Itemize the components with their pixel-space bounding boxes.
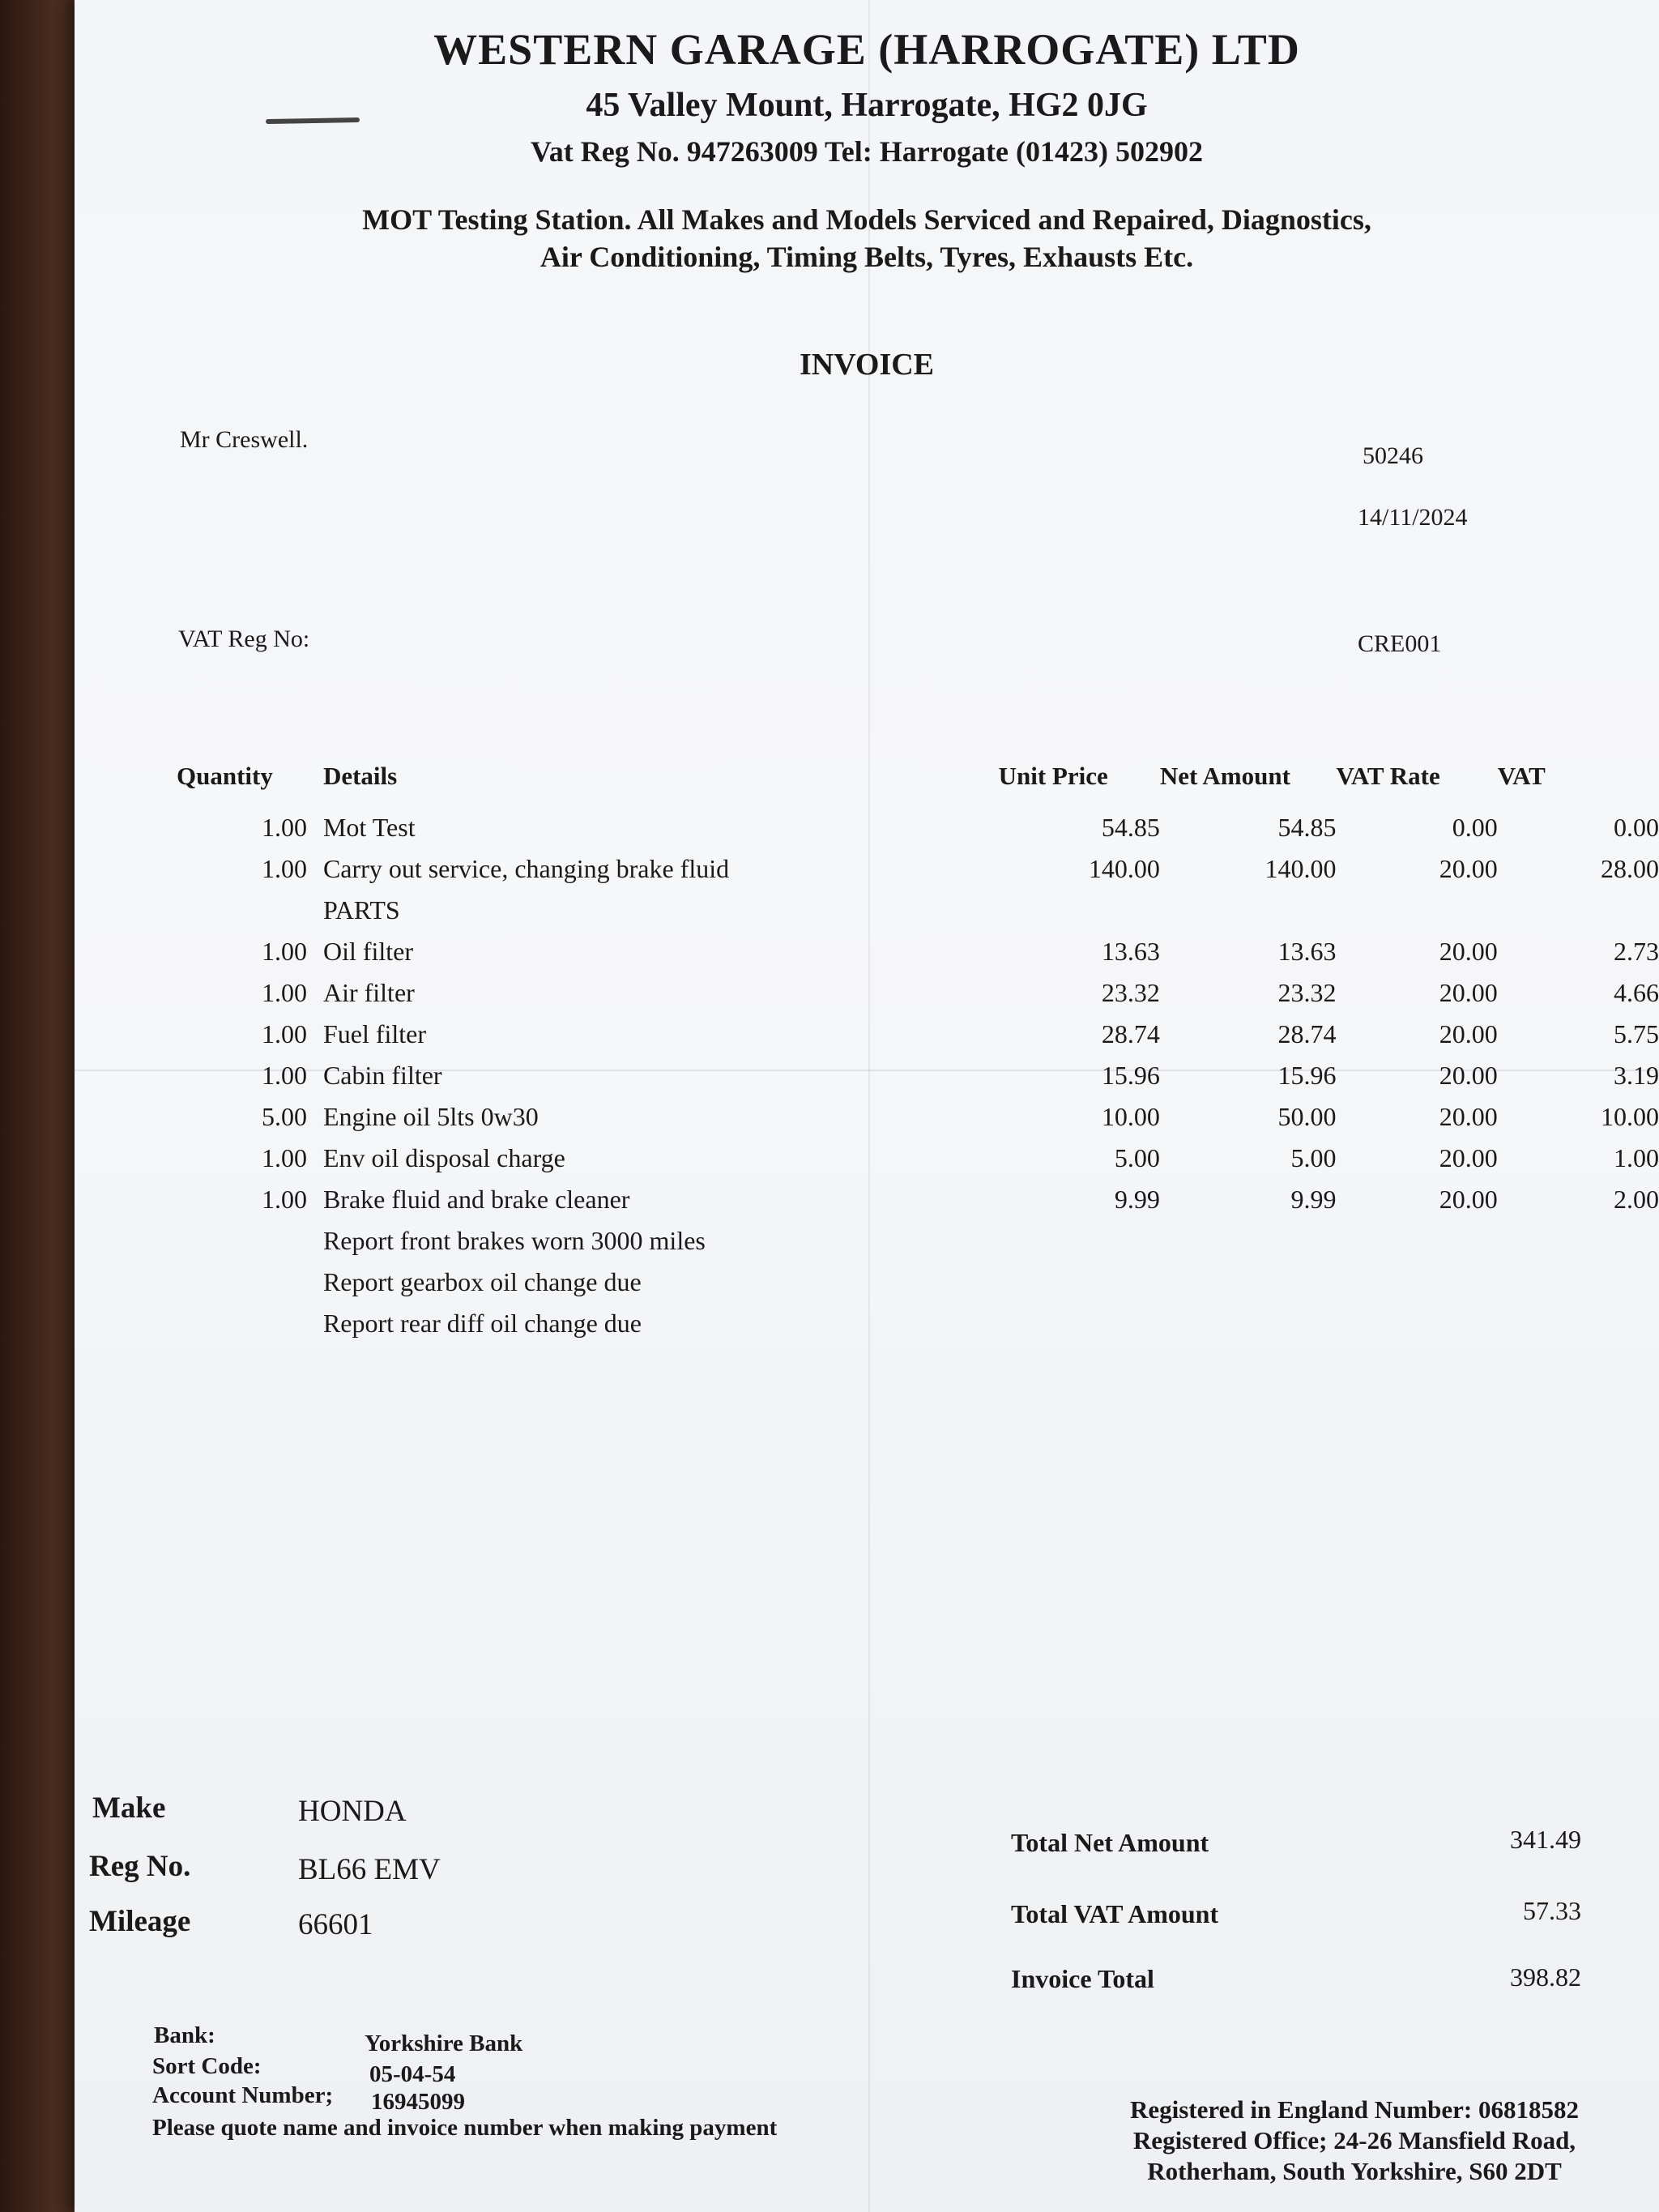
cell-vat-rate [1336,890,1497,931]
invoice-date: 14/11/2024 [1358,504,1468,531]
cell-vat-rate [1336,1303,1497,1344]
cell-vat-rate [1336,1220,1497,1262]
cell-vat: 2.73 [1614,937,1659,966]
cell-vat: 10.00 [1601,1102,1659,1131]
cell-vat: 4.66 [1614,978,1659,1007]
cell-unit-price: 140.00 [1088,854,1160,883]
cell-vat: 0.00 [1614,813,1659,842]
company-vat-tel: Vat Reg No. 947263009 Tel: Harrogate (01423) 502902 [531,135,1203,168]
cell-vat [1498,1303,1659,1344]
cell-details: Carry out service, changing brake fluid [322,854,730,883]
cell-unit-price: 23.32 [1101,978,1160,1007]
cell-details: Cabin filter [322,1061,442,1090]
cell-vat-rate: 0.00 [1452,813,1498,842]
mileage-label: Mileage [89,1905,191,1938]
cell-details: Env oil disposal charge [322,1143,565,1172]
make-label: Make [92,1791,166,1825]
table-row [177,1303,1659,1344]
company-address: 45 Valley Mount, Harrogate, HG2 0JG [586,87,1148,124]
account-reference: CRE001 [1358,630,1442,657]
cell-details: Mot Test [322,813,416,842]
line-items-table [177,762,1659,1344]
total-vat-value: 57.33 [1523,1896,1581,1925]
header-details: Details [322,762,398,790]
mileage-value: 66601 [298,1908,373,1941]
cell-net-amount: 50.00 [1277,1102,1337,1131]
cell-quantity: 1.00 [261,854,307,883]
cell-vat [1498,1262,1659,1303]
header-quantity: Quantity [177,762,273,790]
cell-net-amount: 5.00 [1290,1143,1337,1172]
cell-vat: 28.00 [1601,854,1659,883]
table-header-row [177,762,1659,807]
cell-details: Air filter [322,978,415,1007]
table-row [177,848,1659,890]
table-row [177,972,1659,1014]
company-name: WESTERN GARAGE (HARROGATE) LTD [433,25,1300,74]
invoice-total-label: Invoice Total [1011,1964,1154,1993]
cell-unit-price: 15.96 [1101,1061,1160,1090]
cell-quantity [177,1220,323,1262]
cell-quantity: 1.00 [261,813,307,842]
cell-quantity: 5.00 [261,1102,307,1131]
cell-unit-price: 10.00 [1101,1102,1160,1131]
cell-vat: 5.75 [1614,1019,1659,1048]
cell-quantity: 1.00 [261,1185,307,1214]
cell-vat-rate: 20.00 [1439,937,1498,966]
cell-unit-price: 54.85 [1101,813,1160,842]
total-net-label: Total Net Amount [1011,1828,1209,1857]
cell-net-amount [1160,890,1337,931]
cell-net-amount [1160,1220,1337,1262]
cell-unit-price [999,1220,1160,1262]
cell-quantity [177,890,323,931]
cell-net-amount [1160,1303,1337,1344]
cell-details: Report rear diff oil change due [322,1309,642,1338]
cell-vat-rate: 20.00 [1439,1185,1498,1214]
invoice-number: 50246 [1363,442,1423,469]
document-title: INVOICE [799,348,935,382]
cell-unit-price: 28.74 [1101,1019,1160,1048]
services-line-1: MOT Testing Station. All Makes and Models Serviced and Repaired, Diagnostics, [362,203,1371,236]
cell-quantity: 1.00 [261,1019,307,1048]
table-row [177,1262,1659,1303]
cell-vat: 1.00 [1614,1143,1659,1172]
registration-line-3: Rotherham, South Yorkshire, S60 2DT [1147,2157,1562,2185]
bank-value: Yorkshire Bank [365,2031,523,2056]
sort-code-label: Sort Code: [152,2053,262,2079]
cell-net-amount: 140.00 [1265,854,1337,883]
cell-vat-rate: 20.00 [1439,1143,1498,1172]
cell-vat-rate: 20.00 [1439,1019,1498,1048]
table-row [177,1220,1659,1262]
cell-quantity: 1.00 [261,1143,307,1172]
cell-details: Fuel filter [322,1019,427,1048]
total-net-value: 341.49 [1510,1825,1581,1854]
cell-quantity [177,1303,323,1344]
table-row [177,890,1659,931]
cell-details: Oil filter [322,937,414,966]
cell-details: Report front brakes worn 3000 miles [322,1226,706,1255]
cell-vat-rate: 20.00 [1439,1102,1498,1131]
table-row [177,807,1659,848]
cell-details: Report gearbox oil change due [322,1267,642,1296]
cell-details: Brake fluid and brake cleaner [322,1185,630,1214]
cell-net-amount: 28.74 [1277,1019,1337,1048]
table-row [177,1096,1659,1138]
header-vat: VAT [1497,762,1546,790]
cell-net-amount [1160,1262,1337,1303]
reg-label: Reg No. [89,1850,191,1883]
cell-net-amount: 13.63 [1277,937,1337,966]
cell-unit-price: 13.63 [1101,937,1160,966]
cell-quantity: 1.00 [261,1061,307,1090]
cell-details: PARTS [322,895,400,925]
registration-line-2: Registered Office; 24-26 Mansfield Road, [1132,2126,1576,2154]
bank-label: Bank: [154,2022,215,2048]
cell-vat-rate [1336,1262,1497,1303]
cell-vat-rate: 20.00 [1439,978,1498,1007]
cell-quantity [177,1262,323,1303]
vat-reg-label: VAT Reg No: [178,626,310,652]
services-line-2: Air Conditioning, Timing Belts, Tyres, Exhausts Etc. [539,241,1194,273]
cell-quantity: 1.00 [261,937,307,966]
cell-unit-price [999,1303,1160,1344]
table-row [177,1055,1659,1096]
account-number-value: 16945099 [371,2089,465,2115]
header-vat-rate: VAT Rate [1336,762,1440,790]
cell-vat-rate: 20.00 [1439,1061,1498,1090]
cell-unit-price [999,1262,1160,1303]
customer-name: Mr Creswell. [180,426,309,453]
cell-vat-rate: 20.00 [1439,854,1498,883]
payment-note: Please quote name and invoice number when making payment [152,2115,778,2141]
cell-details: Engine oil 5lts 0w30 [322,1102,539,1131]
cell-unit-price: 9.99 [1114,1185,1160,1214]
cell-net-amount: 15.96 [1277,1061,1337,1090]
table-row [177,1014,1659,1055]
make-value: HONDA [298,1795,407,1828]
sort-code-value: 05-04-54 [369,2061,456,2087]
table-row [177,1179,1659,1220]
cell-net-amount: 54.85 [1277,813,1337,842]
cell-quantity: 1.00 [261,978,307,1007]
header-net-amount: Net Amount [1159,762,1290,790]
cell-net-amount: 9.99 [1290,1185,1337,1214]
header-unit-price: Unit Price [998,762,1108,790]
reg-value: BL66 EMV [298,1853,441,1886]
registration-line-1: Registered in England Number: 06818582 [1129,2095,1579,2124]
cell-unit-price: 5.00 [1114,1143,1160,1172]
cell-vat: 3.19 [1614,1061,1659,1090]
cell-vat: 2.00 [1614,1185,1659,1214]
cell-vat [1498,1220,1659,1262]
table-row [177,1138,1659,1179]
invoice-total-value: 398.82 [1510,1962,1581,1992]
cell-net-amount: 23.32 [1277,978,1337,1007]
cell-vat [1498,890,1659,931]
table-row [177,931,1659,972]
cell-unit-price [999,890,1160,931]
account-number-label: Account Number; [152,2082,334,2108]
invoice-page [75,0,1659,2212]
total-vat-label: Total VAT Amount [1011,1899,1219,1928]
